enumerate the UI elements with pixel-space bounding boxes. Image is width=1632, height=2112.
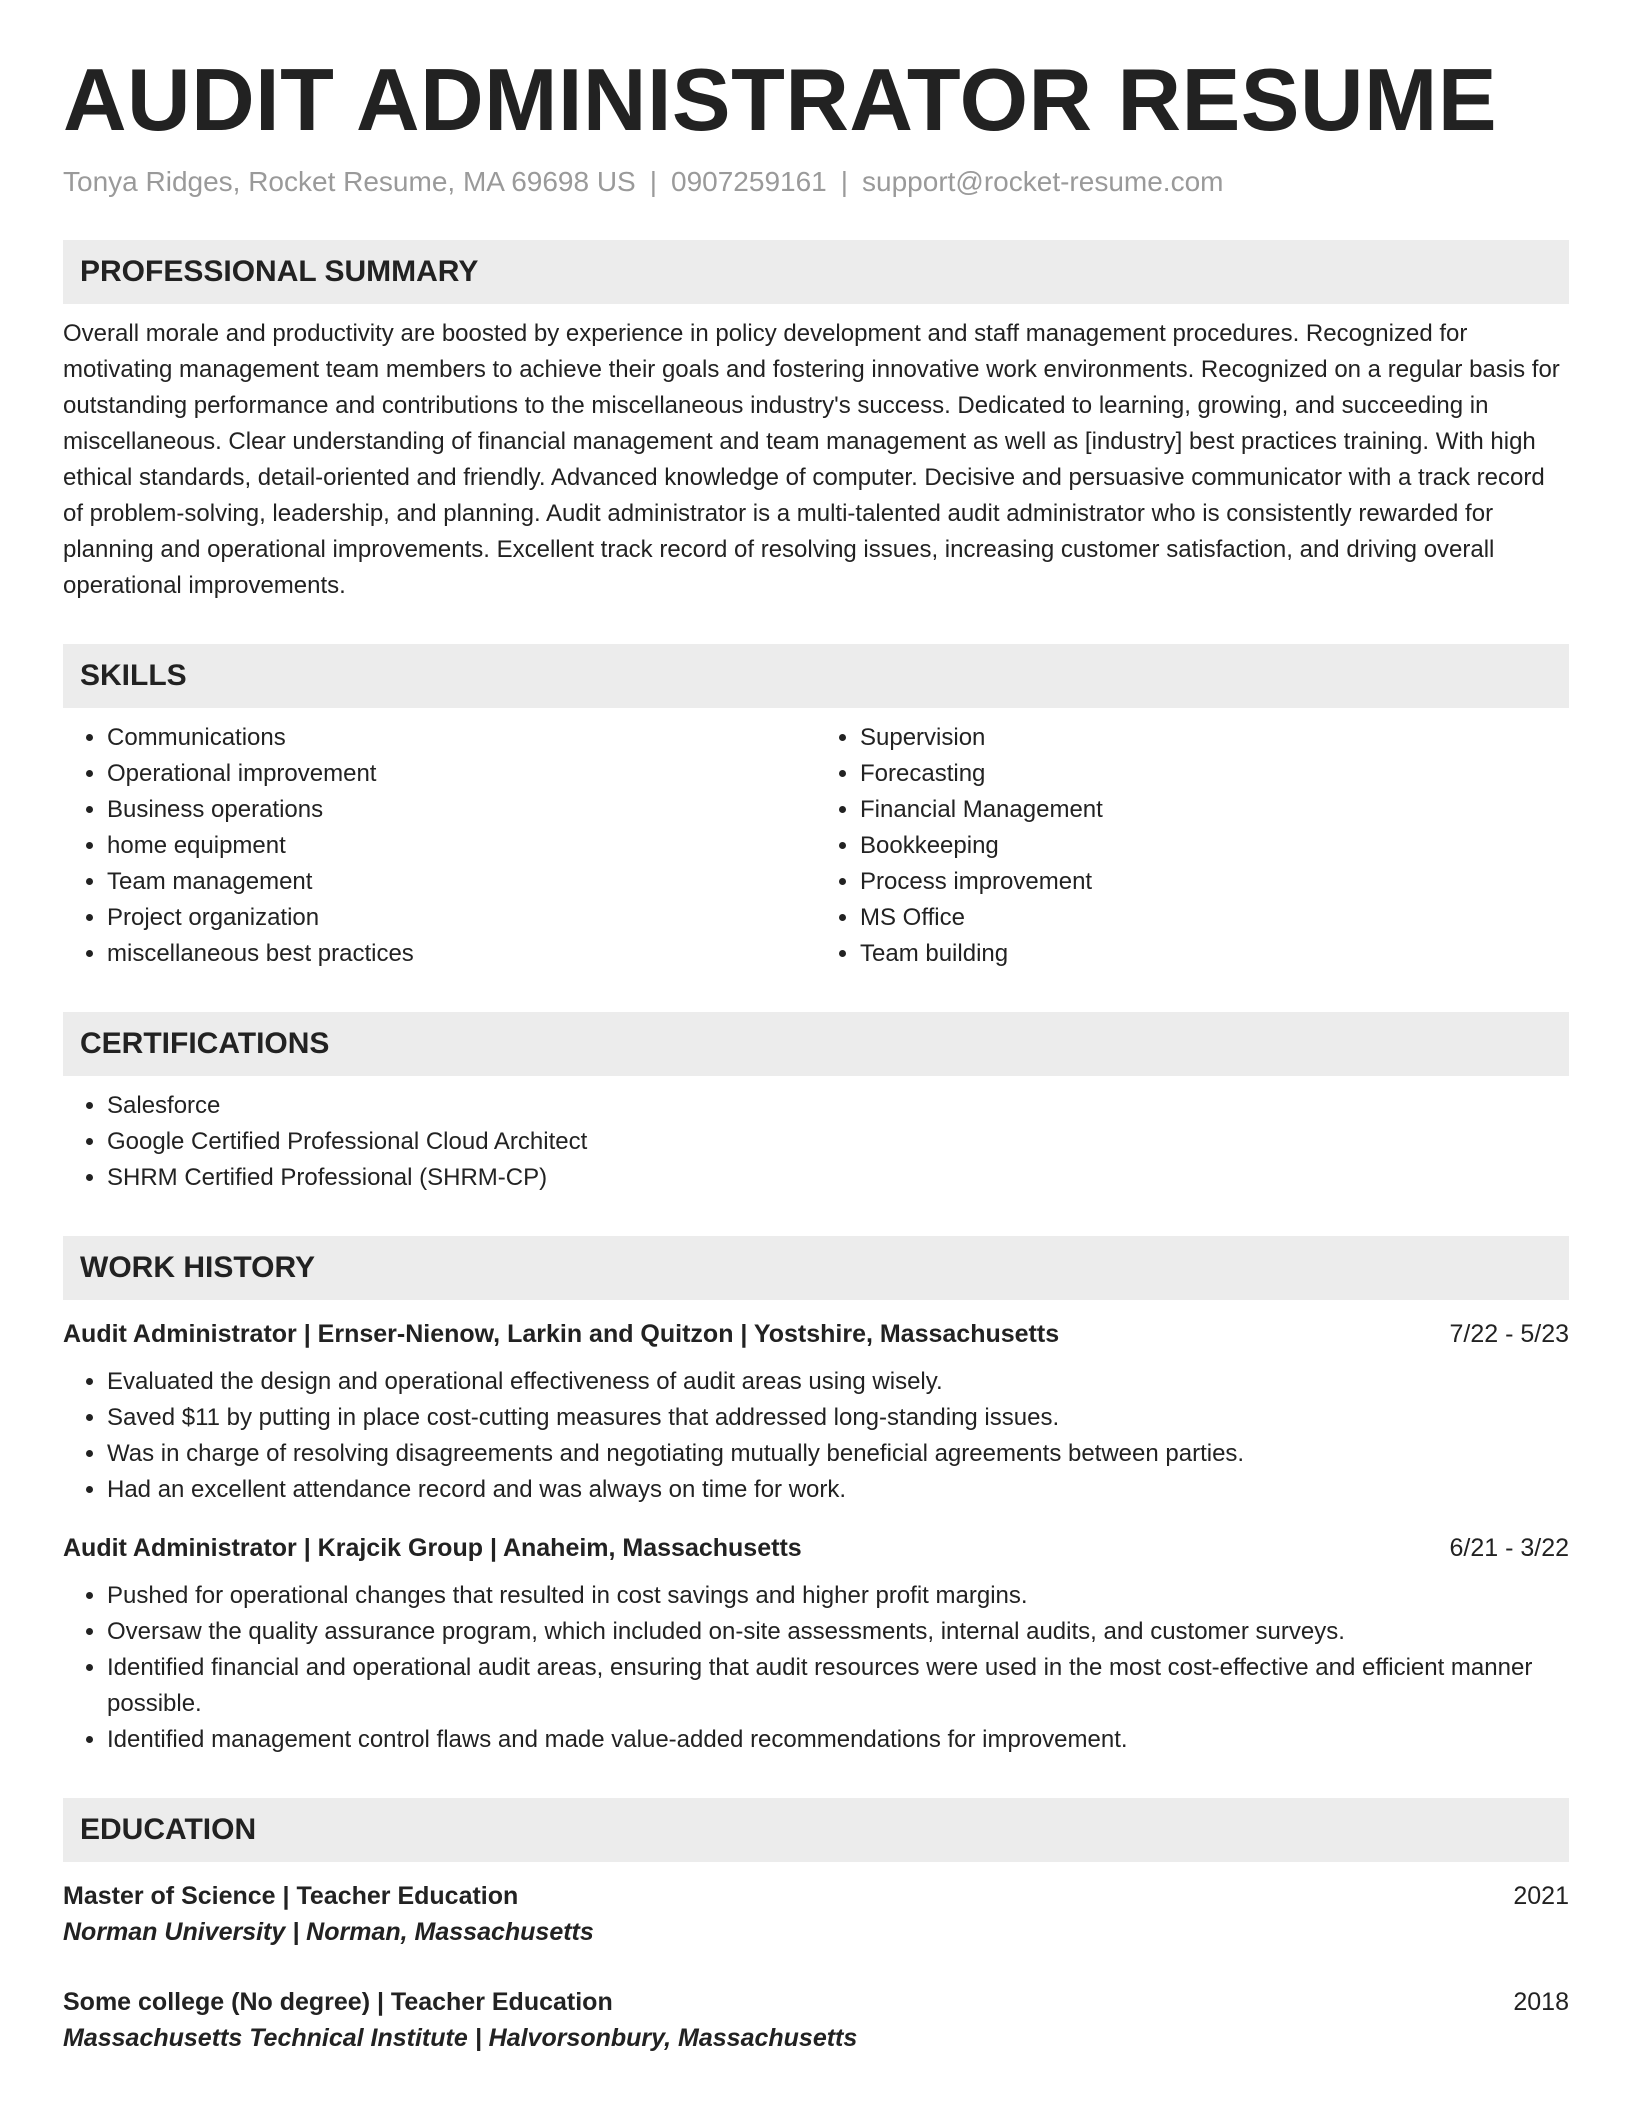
skill-item: • Forecasting [860,756,1569,792]
job-header [63,1316,1569,1352]
skills-column-left [63,720,816,972]
section-heading-summary: PROFESSIONAL SUMMARY [63,240,1569,304]
job-entry [63,1316,1569,1508]
section-heading-education: EDUCATION [63,1798,1569,1862]
contact-separator: | [649,166,658,197]
skill-item: • Business operations [107,792,816,828]
job-dates: 6/21 - 3/22 [1449,1534,1569,1562]
section-heading-skills: SKILLS [63,644,1569,708]
certification-item: • Google Certified Professional Cloud Architect [107,1124,1569,1160]
job-bullet: • Was in charge of resolving disagreements and negotiating mutually beneficial agreements between parties. [107,1436,1569,1472]
skill-item: • Project organization [107,900,816,936]
skill-item: • Process improvement [860,864,1569,900]
skill-item: • miscellaneous best practices [107,936,816,972]
skill-item: • MS Office [860,900,1569,936]
section-heading-certifications: CERTIFICATIONS [63,1012,1569,1076]
job-bullet: • Had an excellent attendance record and was always on time for work. [107,1472,1569,1508]
skill-item: • home equipment [107,828,816,864]
certification-item: • SHRM Certified Professional (SHRM-CP) [107,1160,1569,1196]
education-school: Norman University | Norman, Massachusetts [63,1918,594,1946]
skills-list [63,708,1569,972]
contact-phone: 0907259161 [671,166,827,197]
skill-item: • Operational improvement [107,756,816,792]
job-dates: 7/22 - 5/23 [1449,1320,1569,1348]
job-bullet: • Pushed for operational changes that resulted in cost savings and higher profit margins. [107,1578,1569,1614]
skill-item: • Supervision [860,720,1569,756]
resume-title: AUDIT ADMINISTRATOR RESUME [63,50,1498,149]
skill-item: • Bookkeeping [860,828,1569,864]
skill-item: • Team management [107,864,816,900]
education-degree: Master of Science | Teacher Education [63,1882,519,1910]
skill-item: • Communications [107,720,816,756]
section-heading-work-history: WORK HISTORY [63,1236,1569,1300]
skills-column-right [816,720,1569,972]
education-degree: Some college (No degree) | Teacher Education [63,1988,613,2016]
education-header [63,1984,1569,2020]
summary-text: Overall morale and productivity are boosted by experience in policy development and staff management procedures. Recognized for motivating management team members to achieve their goals and fostering innovative work environments. Recognized on a regular basis for outstanding performance and contributions to the miscellaneous industry's success. Dedicated to learning, growing, and succeeding in miscellaneous. Clear understanding of financial management and team management as well as [industry] best practices training. With high ethical standards, detail-oriented and friendly. Advanced knowledge of computer. Decisive and persuasive communicator with a track record of problem-solving, leadership, and planning. Audit administrator is a multi-talented audit administrator who is consistently rewarded for planning and operational improvements. Excellent track record of resolving issues, increasing customer satisfaction, and driving overall operational improvements. [63,320,1560,599]
certifications-list [63,1088,1569,1196]
job-bullet: • Evaluated the design and operational effectiveness of audit areas using wisely. [107,1364,1569,1400]
education-school: Massachusetts Technical Institute | Halvorsonbury, Massachusetts [63,2024,858,2052]
skill-item: • Team building [860,936,1569,972]
job-title: Audit Administrator | Ernser-Nienow, Larkin and Quitzon | Yostshire, Massachusetts [63,1320,1060,1348]
education-year: 2018 [1513,1988,1569,2016]
skill-item: • Financial Management [860,792,1569,828]
job-bullet: • Identified financial and operational audit areas, ensuring that audit resources were used in the most cost-effective and efficient manner possible. [107,1650,1569,1722]
contact-separator: | [840,166,849,197]
job-entry [63,1530,1569,1758]
certification-item: • Salesforce [107,1088,1569,1124]
job-header [63,1530,1569,1566]
education-header [63,1878,1569,1914]
job-bullets [63,1364,1569,1508]
job-bullet: • Oversaw the quality assurance program, which included on-site assessments, internal audits, and customer surveys. [107,1614,1569,1650]
job-bullets [63,1578,1569,1758]
job-title: Audit Administrator | Krajcik Group | Anaheim, Massachusetts [63,1534,802,1562]
job-bullet: • Identified management control flaws and made value-added recommendations for improvement. [107,1722,1569,1758]
job-bullet: • Saved $11 by putting in place cost-cutting measures that addressed long-standing issues. [107,1400,1569,1436]
education-entry [63,1878,1569,1950]
contact-email: support@rocket-resume.com [862,166,1224,197]
contact-address: Tonya Ridges, Rocket Resume, MA 69698 US [63,166,636,197]
contact-line [63,164,1569,200]
education-entry [63,1984,1569,2056]
education-year: 2021 [1513,1882,1569,1910]
